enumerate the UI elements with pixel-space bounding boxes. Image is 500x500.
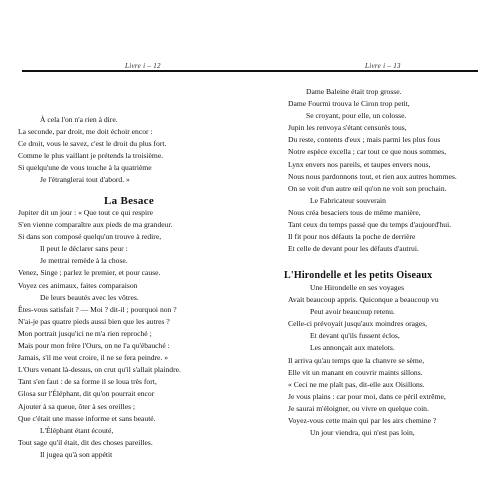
verse-line: Notre espèce excella ; car tout ce que nous sommes,: [288, 147, 447, 157]
verse-line: Je saurai m'éloigner, ou vivre en quelque coin.: [288, 403, 429, 413]
verse-line: Nous nous pardonnons tout, et rien aux autres hommes.: [288, 171, 457, 181]
verse-line: Jupiter dit un jour : « Que tout ce qui respire: [18, 208, 153, 217]
verse-line: S'en vienne comparaître aux pieds de ma grandeur.: [18, 220, 173, 230]
right-header-rule: [250, 70, 478, 72]
verse-line: Dame Fourmi trouva le Ciron trop petit,: [288, 99, 410, 109]
verse-line: Tant ceux du temps passé que du temps d'aujourd'hui.: [288, 220, 452, 230]
verse-line: Je vous plains : car pour moi, dans ce péril extrême,: [288, 391, 446, 401]
verse-line: Mais pour mon frère l'Ours, on ne l'a qu'ébauché :: [18, 341, 170, 351]
verse-line: Voyez-vous cette main qui par les airs chemine ?: [288, 416, 437, 426]
verse-line: Elle vit un manant en couvrir maints sillons.: [288, 367, 423, 377]
verse-line: Tout sage qu'il était, dit des choses pareilles.: [18, 437, 153, 447]
verse-line: N'ai-je pas quatre pieds aussi bien que les autres ?: [18, 316, 170, 326]
right-running-head: Livre i – 13: [365, 62, 401, 70]
verse-line: Tant s'en faut : de sa forme il se loua très fort,: [18, 377, 157, 387]
verse-line: L'Ours venant là-dessus, on crut qu'il s'allait plaindre.: [18, 365, 181, 375]
verse-line: Il jugea qu'à son appétit: [40, 449, 113, 459]
verse-line: Je l'étranglerai tout d'abord. »: [40, 175, 130, 185]
verse-line: Jamais, s'il me veut croire, il ne se fera peindre. »: [18, 353, 169, 363]
verse-line: Dame Baleine était trop grosse.: [306, 87, 402, 96]
left-fable-verse: [18, 207, 181, 461]
verse-line: Venez, Singe ; parlez le premier, et pour cause.: [18, 268, 161, 278]
verse-line: De leurs beautés avec les vôtres.: [40, 292, 139, 302]
left-intro-verse: [18, 114, 166, 187]
verse-line: On se voit d'un autre œil qu'on ne voit son prochain.: [288, 183, 447, 193]
left-header-rule: [22, 70, 250, 72]
right-fable-title-text: L'Hirondelle et les petits Oiseaux: [284, 270, 433, 281]
right-fable-title: [284, 265, 432, 283]
left-fable-title-text: La Besace: [104, 195, 155, 207]
verse-line: Glosa sur l'Éléphant, dit qu'on pourrait encor: [18, 389, 155, 399]
verse-line: Lynx envers nos pareils, et taupes envers nous,: [288, 159, 431, 169]
left-running-head: Livre i – 12: [125, 62, 161, 70]
verse-line: À cela l'on n'a rien à dire.: [40, 115, 118, 124]
verse-line: Il arriva qu'au temps que la chanvre se sème,: [288, 355, 425, 365]
verse-line: Les annonçait aux matelots.: [310, 343, 395, 353]
verse-line: Et devant qu'ils fussent éclos,: [310, 331, 400, 341]
verse-line: Se croyant, pour elle, un colosse.: [306, 111, 407, 121]
verse-line: Peut avoir beaucoup retenu.: [310, 307, 395, 317]
verse-line: Mon portrait jusqu'ici ne m'a rien reproché ;: [18, 328, 152, 338]
verse-line: Un jour viendra, qui n'est pas loin,: [310, 428, 415, 438]
verse-line: « Ceci ne me plaît pas, dit-elle aux Oisillons.: [288, 379, 425, 389]
verse-line: Si quelqu'une de vous touche à la quatrième: [18, 163, 152, 173]
verse-line: Celle-ci prévoyait jusqu'aux moindres orages,: [288, 319, 428, 329]
verse-line: Il fit pour nos défauts la poche de derrière: [288, 232, 416, 242]
verse-line: Une Hirondelle en ses voyages: [310, 283, 405, 292]
verse-line: Jupin les renvoya s'étant censurés tous,: [288, 123, 407, 133]
right-fable-verse: [288, 282, 446, 439]
verse-line: Nous créa besaciers tous de même manière,: [288, 207, 421, 217]
verse-line: Êtes-vous satisfait ? — Moi ? dit-il ; pourquoi non ?: [18, 304, 177, 314]
verse-line: Ajouter à sa queue, ôter à ses oreilles ;: [18, 401, 136, 411]
verse-line: Et celle de devant pour les défauts d'autrui.: [288, 244, 419, 254]
right-page: [250, 0, 500, 500]
right-verse-continuation: [288, 86, 457, 255]
verse-line: Avait beaucoup appris. Quiconque a beaucoup vu: [288, 295, 439, 305]
verse-line: Le Fabricateur souverain: [310, 195, 386, 205]
verse-line: Ce droit, vous le savez, c'est le droit du plus fort.: [18, 139, 167, 149]
verse-line: Il peut le déclarer sans peur :: [40, 244, 128, 254]
verse-line: Voyez ces animaux, faites comparaison: [18, 280, 138, 290]
verse-line: L'Éléphant étant écouté,: [40, 425, 114, 435]
verse-line: Si dans son composé quelqu'un trouve à redire,: [18, 232, 162, 242]
verse-line: Que c'était une masse informe et sans beauté.: [18, 413, 156, 423]
verse-line: La seconde, par droit, me doit échoir encor :: [18, 127, 153, 137]
verse-line: Je mettrai remède à la chose.: [40, 256, 128, 266]
verse-line: Du reste, contents d'eux ; mais parmi les plus fous: [288, 135, 441, 145]
verse-line: Comme le plus vaillant je prétends la troisième.: [18, 151, 164, 161]
